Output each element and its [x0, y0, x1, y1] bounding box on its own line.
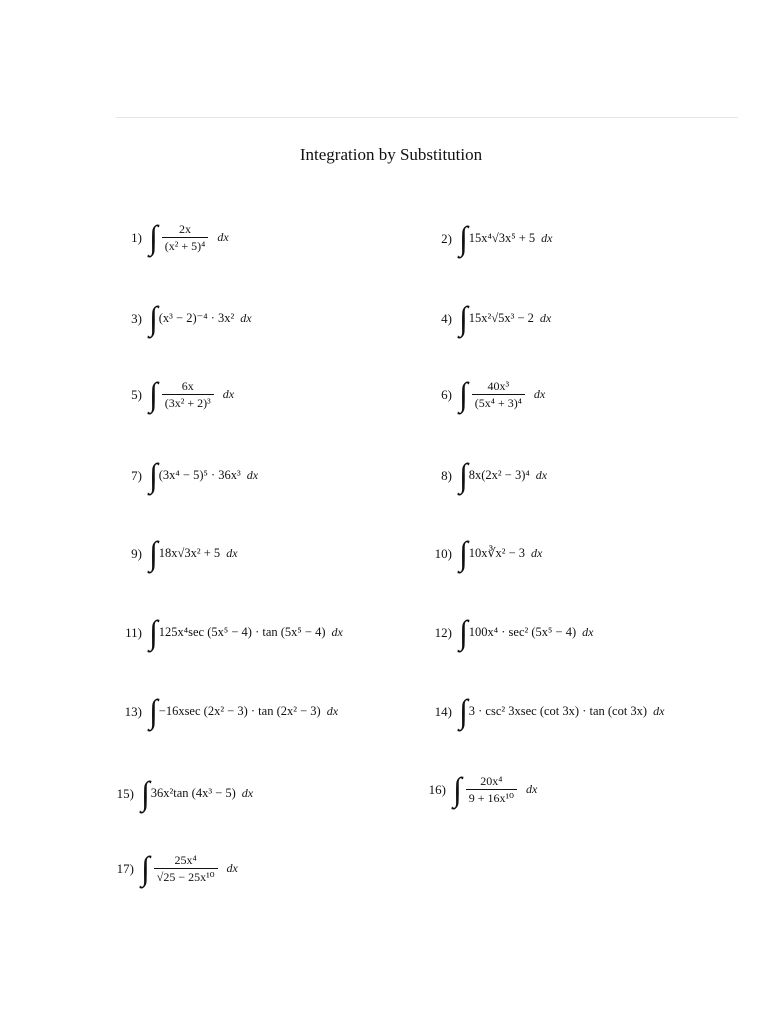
problem-number: 4): [441, 310, 452, 326]
problem-number: 14): [434, 703, 452, 719]
differential: dx: [531, 546, 543, 560]
differential: dx: [533, 387, 546, 401]
differential: dx: [241, 786, 254, 800]
differential: dx: [240, 311, 252, 325]
problem-2: [434, 219, 553, 257]
integral-sign-icon: ∫: [149, 456, 158, 494]
integrand: (x³ − 2)⁻⁴ · 3x²: [158, 310, 235, 325]
differential: dx: [582, 625, 594, 639]
integral-sign-icon: ∫: [149, 375, 158, 413]
problem-number: 7): [131, 467, 142, 483]
integral-sign-icon: ∫: [459, 299, 468, 337]
differential: dx: [326, 704, 339, 718]
differential: dx: [226, 861, 238, 875]
numerator: 6x: [181, 378, 194, 393]
integral-sign-icon: ∫: [141, 774, 150, 812]
integrand: 125x⁴sec (5x⁵ − 4) · tan (5x⁵ − 4): [158, 624, 326, 639]
problem-11: [124, 613, 343, 651]
differential: dx: [539, 311, 552, 325]
integral-sign-icon: ∫: [149, 613, 158, 651]
problem-10: [434, 534, 543, 572]
integral-sign-icon: ∫: [459, 375, 468, 413]
problem-number: 16): [428, 781, 446, 797]
differential: dx: [222, 387, 235, 401]
fraction: [162, 223, 209, 252]
problem-15: [116, 774, 254, 812]
fraction: [154, 854, 218, 883]
problem-number: 13): [124, 703, 142, 719]
denominator: (3x² + 2)³: [162, 394, 214, 409]
integrand: −16xsec (2x² − 3) · tan (2x² − 3): [158, 703, 321, 718]
fraction: [466, 775, 517, 804]
problem-1: [124, 218, 229, 256]
integral-sign-icon: ∫: [149, 299, 158, 337]
fraction: [162, 380, 214, 409]
problem-7: [124, 456, 259, 494]
integral-sign-icon: ∫: [459, 613, 468, 651]
problem-14: [434, 692, 665, 730]
differential: dx: [541, 231, 553, 245]
numerator: 2x: [179, 221, 192, 236]
integral-sign-icon: ∫: [149, 534, 158, 572]
problem-number: 6): [441, 386, 452, 402]
problem-number: 15): [116, 785, 134, 801]
problem-number: 2): [441, 230, 452, 246]
integrand: 100x⁴ · sec² (5x⁵ − 4): [468, 624, 577, 639]
integral-sign-icon: ∫: [459, 219, 468, 257]
problem-number: 1): [131, 229, 142, 245]
problem-number: 10): [434, 545, 452, 561]
problem-8: [434, 456, 548, 494]
problem-number: 12): [434, 624, 452, 640]
integral-sign-icon: ∫: [141, 849, 150, 887]
differential: dx: [525, 782, 538, 796]
differential: dx: [653, 704, 665, 718]
problem-number: 3): [131, 310, 142, 326]
problem-5: [124, 375, 235, 413]
problem-9: [124, 534, 238, 572]
differential: dx: [331, 625, 343, 639]
differential: dx: [226, 546, 238, 560]
problem-number: 5): [131, 386, 142, 402]
problem-number: 9): [131, 545, 142, 561]
problem-3: [124, 299, 252, 337]
problem-number: 11): [125, 624, 142, 640]
problem-13: [124, 692, 339, 730]
problem-6: [434, 375, 546, 413]
problem-number: 17): [116, 860, 134, 876]
denominator: √25 − 25x¹⁰: [154, 868, 218, 883]
integrand: 15x⁴√3x⁵ + 5: [468, 230, 536, 245]
problem-12: [434, 613, 594, 651]
differential: dx: [535, 468, 548, 482]
integral-sign-icon: ∫: [459, 692, 468, 730]
header-divider: [116, 117, 738, 118]
integrand: 3 · csc² 3xsec (cot 3x) · tan (cot 3x): [468, 703, 648, 718]
denominator: 9 + 16x¹⁰: [466, 789, 517, 804]
integral-sign-icon: ∫: [149, 218, 158, 256]
integrand: (3x⁴ − 5)⁵ · 36x³: [158, 467, 241, 482]
integral-sign-icon: ∫: [453, 770, 462, 808]
differential: dx: [217, 230, 229, 244]
denominator: (x² + 5)⁴: [162, 237, 209, 252]
integrand: 15x²√5x³ − 2: [468, 310, 534, 325]
problem-17: [116, 849, 238, 887]
integrand: 36x²tan (4x³ − 5): [150, 785, 236, 800]
integrand: 10x∛x² − 3: [468, 545, 526, 560]
integrand: 18x√3x² + 5: [158, 545, 221, 560]
problem-16: [428, 770, 538, 808]
page-title: Integration by Substitution: [299, 145, 483, 164]
problem-number: 8): [441, 467, 452, 483]
numerator: 40x³: [487, 378, 510, 393]
integral-sign-icon: ∫: [459, 456, 468, 494]
differential: dx: [246, 468, 259, 482]
denominator: (5x⁴ + 3)⁴: [472, 394, 525, 409]
problem-4: [434, 299, 552, 337]
fraction: [472, 380, 525, 409]
numerator: 20x⁴: [480, 773, 503, 788]
numerator: 25x⁴: [174, 852, 197, 867]
integrand: 8x(2x² − 3)⁴: [468, 467, 530, 482]
integral-sign-icon: ∫: [149, 692, 158, 730]
integral-sign-icon: ∫: [459, 534, 468, 572]
